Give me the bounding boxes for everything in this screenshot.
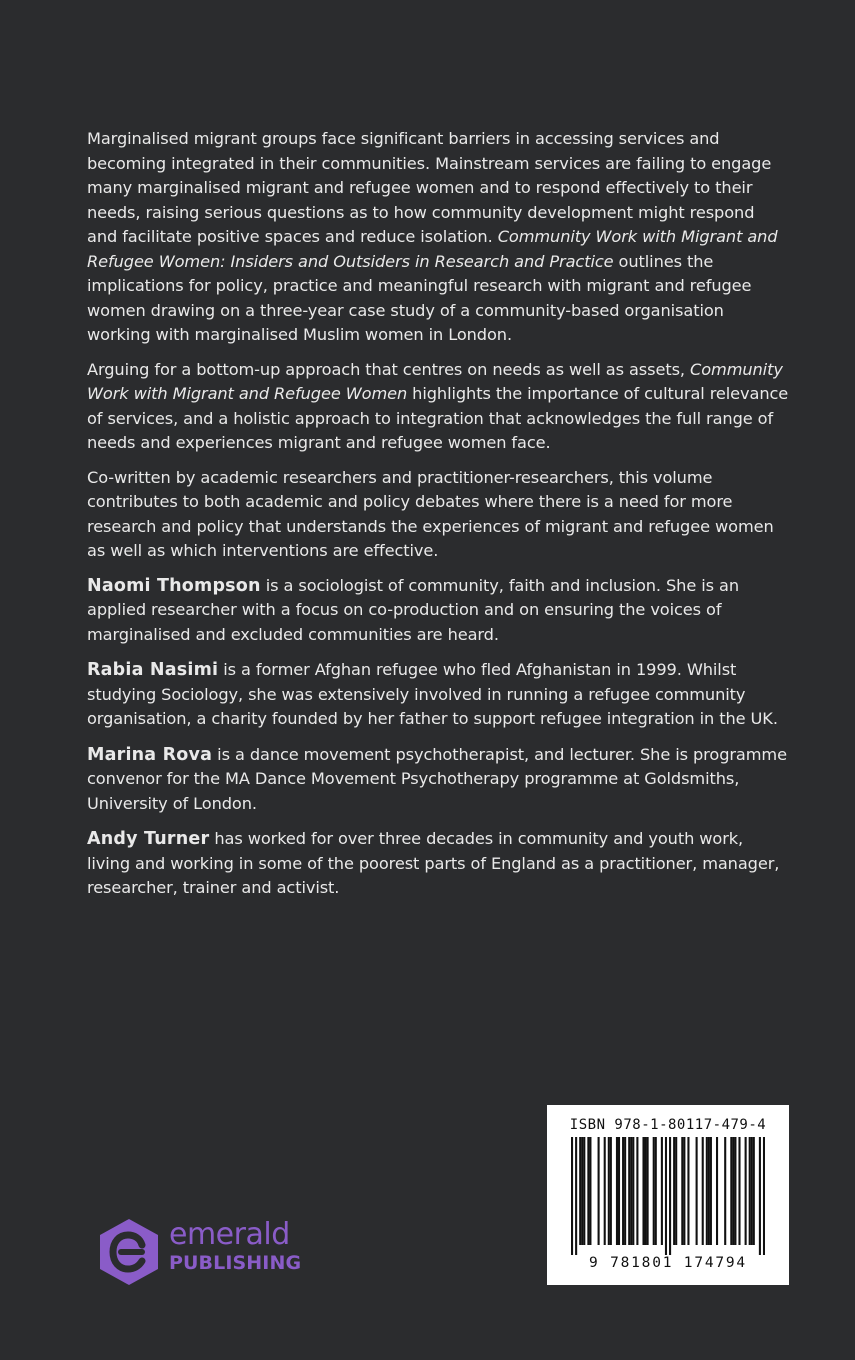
barcode-bar — [730, 1137, 732, 1245]
barcode-bar — [571, 1137, 573, 1255]
barcode-bar — [622, 1137, 624, 1245]
description-text: Arguing for a bottom-up approach that centres on needs as well as assets, — [87, 359, 691, 379]
barcode-bar — [696, 1137, 698, 1245]
barcode-bar — [616, 1137, 618, 1245]
barcode-bar — [632, 1137, 634, 1245]
barcode-bar — [669, 1137, 671, 1255]
book-title-italic: Community Work with Migrant and Refugee Women: Insiders and Outsiders in Research and Practice — [87, 227, 778, 271]
barcode-bar — [687, 1137, 689, 1245]
barcode-bar — [738, 1137, 740, 1245]
barcode-bar — [675, 1137, 677, 1245]
isbn-barcode — [547, 1105, 789, 1285]
barcode-bar — [647, 1137, 649, 1245]
barcode-bar — [749, 1137, 751, 1245]
barcode-bar — [575, 1137, 577, 1255]
barcode-bar — [716, 1137, 718, 1245]
isbn-label: ISBN 978-1-80117-479-4 — [569, 1117, 767, 1133]
author-bio — [87, 574, 789, 648]
emerald-hexagon-logo-icon — [97, 1217, 161, 1287]
publisher-logo — [97, 1217, 327, 1289]
author-name: Rabia Nasimi — [87, 660, 219, 680]
author-bio — [87, 743, 789, 817]
description-text: highlights the importance of cultural relevance of services, and a holistic approach to integration that acknowledges the full range of needs and experiences migrant and refugee women face. — [87, 384, 789, 452]
barcode-bar — [753, 1137, 755, 1245]
barcode-bar — [608, 1137, 610, 1245]
barcode-bar — [610, 1137, 612, 1245]
author-bio-text: is a sociologist of community, faith and inclusion. She is an applied researcher with a focus on co-production and on ensuring the voices of marginalised and excluded communities are heard. — [87, 575, 739, 644]
barcode-bar — [630, 1137, 632, 1245]
barcode-bar — [706, 1137, 708, 1245]
cover-blurb — [87, 127, 789, 912]
barcode-bar — [618, 1137, 620, 1245]
barcode-bar — [683, 1137, 685, 1245]
author-bio — [87, 827, 789, 901]
barcode-bar — [732, 1137, 734, 1245]
barcode-bar — [589, 1137, 591, 1245]
barcode-bar — [673, 1137, 675, 1245]
author-name: Andy Turner — [87, 829, 210, 849]
publisher-name-line-1: emerald — [169, 1217, 290, 1252]
author-bio-text: is a dance movement psychotherapist, and lecturer. She is programme convenor for the MA Dance Movement Psychotherapy programme at Goldsmiths, University of London. — [87, 744, 787, 813]
barcode-bar — [661, 1137, 663, 1245]
barcode-bar — [759, 1137, 761, 1255]
barcode-bar — [655, 1137, 657, 1245]
barcode-bar — [745, 1137, 747, 1245]
barcode-bar — [636, 1137, 638, 1245]
author-name: Naomi Thompson — [87, 575, 261, 596]
barcode-bar — [587, 1137, 589, 1245]
barcode-bar — [604, 1137, 606, 1245]
barcode-bar — [751, 1137, 753, 1245]
barcode-bar — [653, 1137, 655, 1245]
barcode-bar — [581, 1137, 583, 1245]
barcode-bars — [571, 1137, 765, 1255]
description-paragraph-2 — [87, 358, 789, 456]
barcode-bar — [710, 1137, 712, 1245]
description-paragraph-1 — [87, 127, 789, 348]
description-text: Marginalised migrant groups face significant barriers in accessing services and becoming integrated in their communities. Mainstream services are failing to engage many marginalised migrant and refugee women and to respond effectively to their needs, raising serious questions as to how community development might respond and facilitate positive spaces and reduce isolation. — [87, 129, 772, 246]
barcode-bar — [642, 1137, 644, 1245]
barcode-bar — [598, 1137, 600, 1245]
description-paragraph-3: Co-written by academic researchers and practitioner-researchers, this volume contributes to both academic and policy debates where there is a need for more research and policy that understands the experiences of migrant and refugee women as well as which interventions are effective. — [87, 467, 774, 560]
barcode-bar — [645, 1137, 647, 1245]
description-text: outlines the implications for policy, practice and meaningful research with migrant and refugee women drawing on a three-year case study of a community-based organisation working with marginalised Muslim women in London. — [87, 251, 752, 344]
author-name: Marina Rova — [87, 744, 213, 765]
barcode-bar — [579, 1137, 581, 1245]
author-bio-text: has worked for over three decades in community and youth work, living and working in some of the poorest parts of England as a practitioner, manager, researcher, trainer and activist. — [87, 829, 780, 897]
book-title-italic: Community Work with Migrant and Refugee Women — [87, 359, 783, 403]
barcode-bar — [734, 1137, 736, 1245]
barcode-bar — [724, 1137, 726, 1245]
barcode-bar — [624, 1137, 626, 1245]
barcode-digits: 9 781801 174794 — [589, 1255, 747, 1271]
barcode-bar — [628, 1137, 630, 1245]
author-bio-text: is a former Afghan refugee who fled Afghanistan in 1999. Whilst studying Sociology, she was extensively involved in running a refugee community organisation, a charity founded by her father to support refugee integration in the UK. — [87, 660, 778, 728]
author-bio — [87, 658, 789, 732]
barcode-bar — [583, 1137, 585, 1245]
barcode-bar — [681, 1137, 683, 1245]
barcode-bar — [702, 1137, 704, 1245]
publisher-name-line-2: PUBLISHING — [169, 1252, 302, 1274]
barcode-bar — [708, 1137, 710, 1245]
barcode-bar — [763, 1137, 765, 1255]
barcode-bar — [665, 1137, 667, 1255]
